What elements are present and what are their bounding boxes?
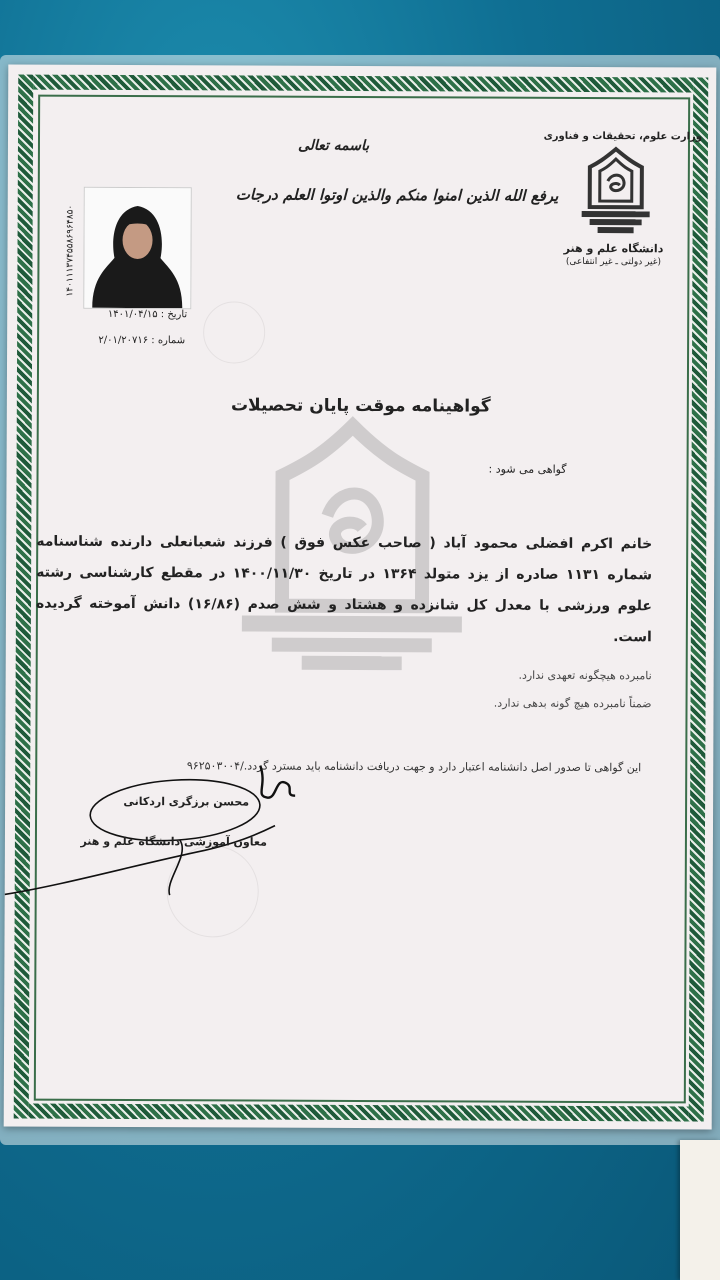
certificate-paper xyxy=(4,64,717,1129)
certification-intro: گواهی می شود : xyxy=(488,462,567,476)
no-debt-note: ضمناً نامبرده هیچ گونه بدهی ندارد. xyxy=(493,696,652,711)
issue-date: تاریخ : ۱۴۰۱/۰۴/۱۵ xyxy=(107,308,188,321)
embossed-seal xyxy=(203,301,265,363)
paper-edge xyxy=(680,1140,720,1280)
certificate-title: گواهینامه موقت پایان تحصیلات xyxy=(230,395,491,417)
signer-name: محسن برزگری اردکانی xyxy=(123,794,250,809)
document-number: شماره : ۲/۰۱/۲۰۷۱۶ xyxy=(98,334,186,347)
portrait-image xyxy=(84,188,191,308)
signer-title: معاون آموزشی دانشگاه علم و هنر xyxy=(80,834,267,849)
certificate-body: خانم اکرم افضلی محمود آباد ( صاحب عکس فوق ) فرزند شعبانعلی دارنده شناسنامه شماره ۱۱۳۱ صادره از یزد متولد ۱۳۶۴ در تاریخ ۱۴۰۰/۱۱/۳۰ در مقطع کارشناسی رشته علوم ورزشی با معدل کل شانزده و هشتاد و شش صدم (۱۶/۸۶) دانش آموخته گردیده است. xyxy=(35,533,653,646)
serial-number: ۱۴۰۱۱۱۳۷۴۵۵۸۶۹۶۴۸۵۰ xyxy=(65,204,76,297)
university-name: دانشگاه علم و هنر xyxy=(563,241,664,256)
university-logo-icon xyxy=(576,145,656,240)
holder-photo xyxy=(83,187,192,309)
embossed-stamp xyxy=(167,845,259,937)
quran-verse: یرفع الله الذین امنوا منکم والذین اوتوا العلم درجات xyxy=(235,185,559,205)
university-type: (غیر دولتی ـ غیر انتفاعی) xyxy=(565,256,662,268)
ministry-label: وزارت علوم، تحقیقات و فناوری xyxy=(543,130,703,143)
validity-note: این گواهی تا صدور اصل دانشنامه اعتبار دارد و جهت دریافت دانشنامه باید مسترد گردد./۹۶۲۵۰۳۰۰۴ xyxy=(186,759,642,775)
no-obligation-note: نامبرده هیچگونه تعهدی ندارد. xyxy=(518,668,652,683)
bismillah-heading: باسمه تعالی xyxy=(297,137,370,155)
